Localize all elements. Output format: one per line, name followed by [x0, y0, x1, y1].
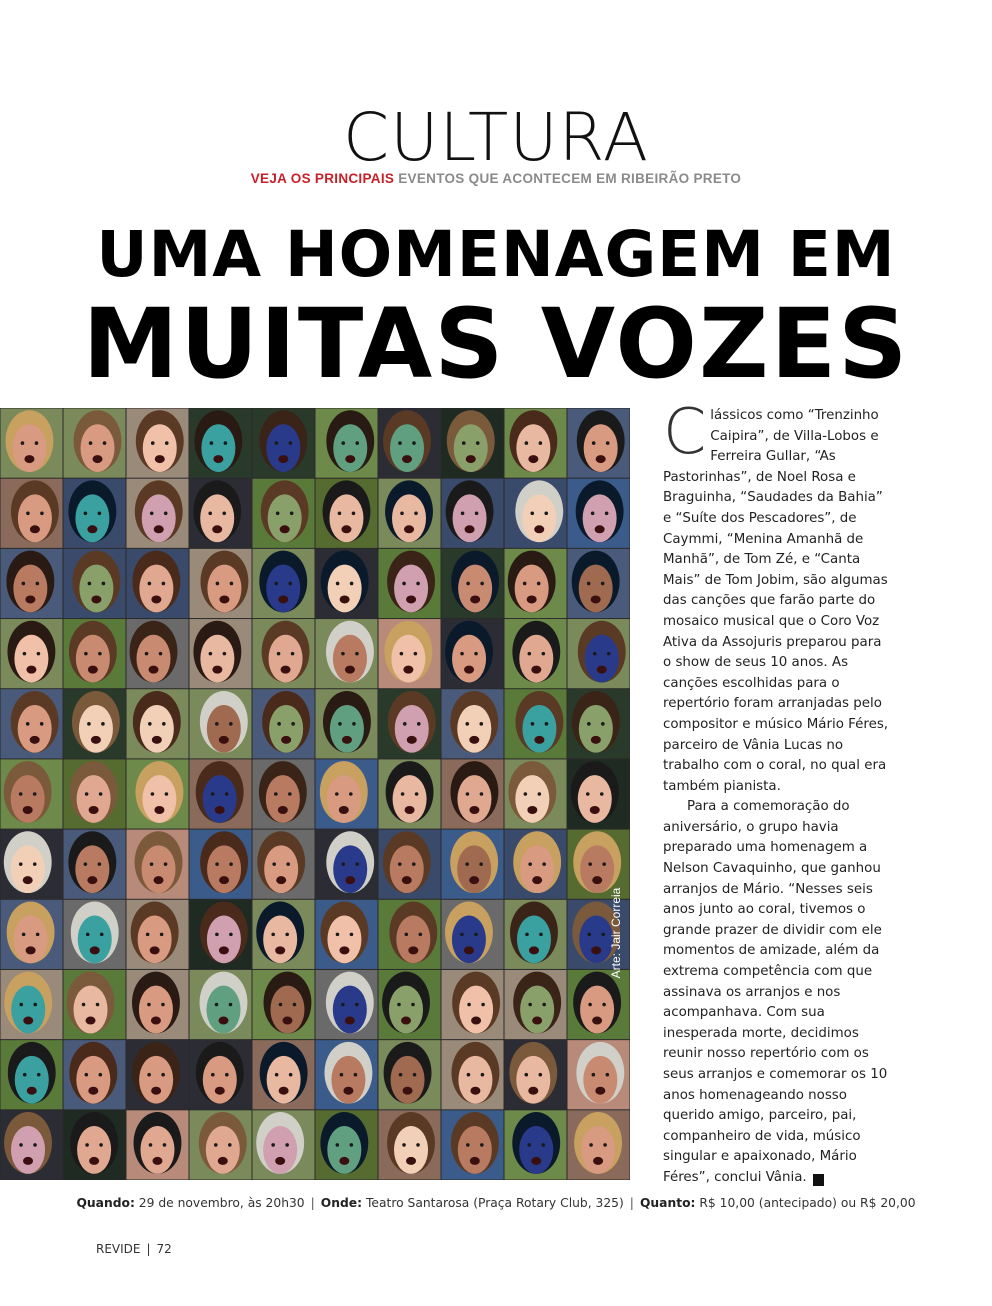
when-value: 29 de novembro, às 20h30	[134, 1196, 305, 1210]
where-value: Teatro Santarosa (Praça Rotary Club, 325)	[362, 1196, 624, 1210]
when-label: Quando:	[76, 1196, 135, 1210]
headline-line-1: UMA HOMENAGEM EM	[96, 218, 896, 291]
mosaic-graphic	[0, 408, 630, 1180]
photo-credit: Arte: Jair Correia	[609, 887, 623, 979]
article-paragraph-2	[663, 797, 893, 1188]
paragraph-2-text: Para a comemoração do aniversário, o grupo havia preparado uma homenagem a Nelson Cavaquinho, que ganhou arranjos de Mário. “Nesses seis anos junto ao coral, tivemos o grande prazer de dividir com ele momentos de amizade, além da extrema competência com que assinava os arranjos e nos acompanhava. Com sua inesperada morte, decidimos reunir nosso repertório com os seus arranjos e comemorar os 10 anos homenageando nosso querido amigo, parceiro, pai, companheiro de vida, músico singular e apaixonado, Mário Féres”, conclui Vânia.	[663, 799, 888, 1185]
page-footer	[96, 1242, 172, 1256]
drop-cap: C	[663, 395, 707, 468]
paragraph-1-text: lássicos como “Trenzinho Caipira”, de Villa-Lobos e Ferreira Gullar, “As Pastorinhas”, de Noel Rosa e Braguinha, “Saudades da Bahia” e “Suíte dos Pescadores”, de Caymmi, “Menina Amanhã de Manhã”, de Tom Zé, e “Canta Mais” de Tom Jobim, são algumas das canções que farão parte do mosaico musical que o Coro Voz Ativa da Assojuris preparou para o show de seus 10 anos. As canções escolhidas para o repertório foram arranjadas pelo compositor e músico Mário Féres, parceiro de Vânia Lucas no trabalho com o coral, no qual era também pianista.	[663, 408, 889, 794]
price-value: R$ 10,00 (antecipado) ou R$ 20,00	[695, 1196, 916, 1210]
info-separator: |	[310, 1196, 315, 1210]
kicker-highlight: VEJA OS PRINCIPAIS	[250, 171, 395, 186]
end-mark-icon: r	[813, 1174, 824, 1186]
face-mosaic-image	[0, 408, 630, 1180]
headline-line-2: MUITAS VOZES	[82, 288, 910, 400]
kicker-rest: EVENTOS QUE ACONTECEM EM RIBEIRÃO PRETO	[394, 171, 742, 186]
footer-separator: |	[146, 1242, 151, 1256]
where-label: Onde:	[320, 1196, 363, 1210]
page-number: 72	[156, 1242, 172, 1256]
event-info	[0, 1196, 992, 1210]
article-paragraph-1	[663, 395, 893, 797]
article-body	[663, 395, 893, 1189]
price-label: Quanto:	[639, 1196, 696, 1210]
section-kicker	[0, 171, 992, 186]
section-title: CULTURA	[342, 99, 650, 176]
info-separator: |	[629, 1196, 634, 1210]
magazine-name: REVIDE	[96, 1242, 141, 1256]
